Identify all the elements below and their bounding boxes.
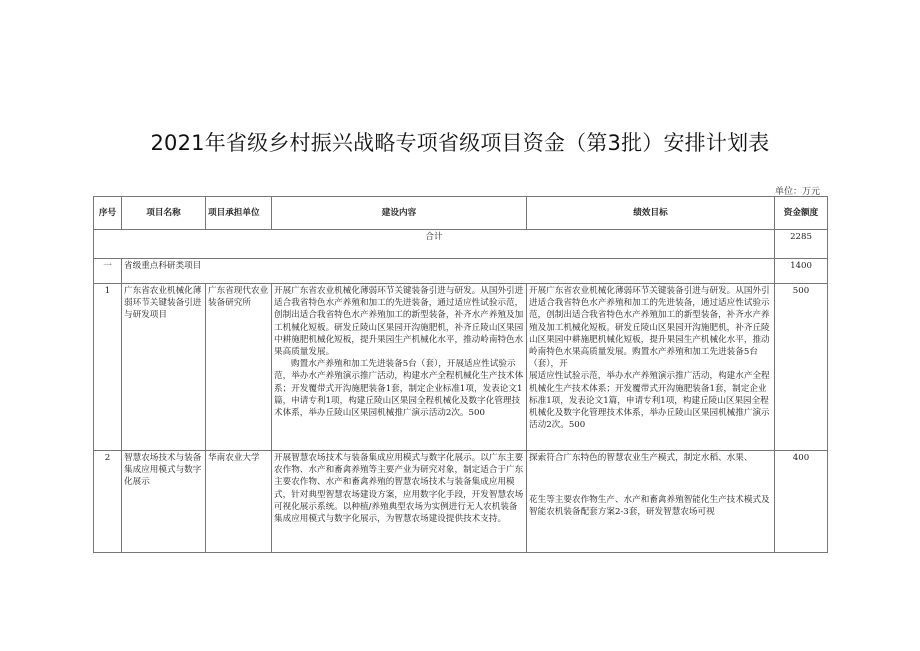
header-content: 建设内容 <box>272 197 527 230</box>
row-goal-p1: 开展广东省农业机械化薄弱环节关键装备引进与研发。从国外引进适合我省特色水产养殖和加工的先进装备，通过适应性试验示范，创制出适合我省特色水产养殖加工的新型装备，补齐水产养殖及加工机械化短板。研发丘陵山区果园开沟施肥机，补齐丘陵山区果园中耕施肥机械化短板，提升果园生产机械化水平，推动岭南特色水果高质量发展。购置水产养殖和加工先进装备5台（套），开 <box>529 286 770 370</box>
row-unit: 华南农业大学 <box>206 451 272 553</box>
table-row <box>94 284 828 451</box>
section-label: 省级重点科研类项目 <box>122 259 775 284</box>
row-content-p1: 开展智慧农场技术与装备集成应用模式与数字化展示。以广东主要农作物、水产和畜禽养殖等主要产业为研究对象，制定适合于广东主要农作物、水产和畜禽养殖的智慧农场技术与装备集成应用模式，针对典型智慧农场建设方案，应用数字化手段，开发智慧农场可视化展示系统。以种植/养殖典型农场为实例进行无人农机装备集成应用模式与数字化展示，为智慧农场建设提供技术支持。 <box>274 453 524 525</box>
row-content <box>272 451 527 553</box>
unit-label: 单位：万元 <box>774 187 820 197</box>
table-header-row <box>94 197 828 230</box>
total-label: 合计 <box>94 230 775 259</box>
row-goal-p2: 展适应性试验示范，举办水产养殖演示推广活动，构建水产全程机械化生产技术体系；开发覆带式开沟施肥装备1套，制定企业标准1项，发表论文1篇，申请专利1项，构建丘陵山区果园全程机械化及数字化管理技术体系，举办丘陵山区果园机械推广演示活动2次。500 <box>529 371 770 431</box>
row-content <box>272 284 527 451</box>
row-unit: 广东省现代农业装备研究所 <box>206 284 272 451</box>
row-goal-p1: 探索符合广东特色的智慧农业生产模式，制定水稻、水果、 <box>529 453 753 463</box>
total-amount: 2285 <box>775 230 828 259</box>
header-no: 序号 <box>94 197 122 230</box>
header-amount: 资金额度 <box>775 197 828 230</box>
row-amount: 500 <box>775 284 828 451</box>
row-no: 2 <box>94 451 122 553</box>
section-amount: 1400 <box>775 259 828 284</box>
table-row <box>94 451 828 553</box>
allocation-table <box>93 196 828 553</box>
page-title: 2021年省级乡村振兴战略专项省级项目资金（第3批）安排计划表 <box>150 131 770 155</box>
row-content-p2: 购置水产养殖和加工先进装备5台（套），开展适应性试验示范，举办水产养殖演示推广活动，构建水产全程机械化生产技术体系；开发覆带式开沟施肥装备1套，制定企业标准1项，发表论文1篇，申请专利1项，构建丘陵山区果园全程机械化及数字化管理技术体系，举办丘陵山区果园机械推广演示活动2次。500 <box>274 359 524 419</box>
total-row <box>94 230 828 259</box>
section-row <box>94 259 828 284</box>
header-project-name: 项目名称 <box>122 197 206 230</box>
section-index: 一 <box>94 259 122 284</box>
row-project-name: 广东省农业机械化薄弱环节关键装备引进与研发项目 <box>122 284 206 451</box>
row-project-name: 智慧农场技术与装备集成应用模式与数字化展示 <box>122 451 206 553</box>
row-goal <box>527 284 775 451</box>
row-goal-spacer <box>529 464 772 494</box>
row-goal <box>527 451 775 553</box>
header-goal: 绩效目标 <box>527 197 775 230</box>
header-unit: 项目承担单位 <box>206 197 272 230</box>
row-content-p1: 开展广东省农业机械化薄弱环节关键装备引进与研发。从国外引进适合我省特色水产养殖和加工的先进装备，通过适应性试验示范，创制出适合我省特色水产养殖加工的新型装备，补齐水产养殖及加工机械化短板。研发丘陵山区果园开沟施肥机，补齐丘陵山区果园中耕施肥机械化短板，提升果园生产机械化水平，推动岭南特色水果高质量发展。 <box>274 286 524 358</box>
row-no: 1 <box>94 284 122 451</box>
row-goal-p2: 花生等主要农作物生产、水产和畜禽养殖智能化生产技术模式及智能农机装备配套方案2-3套，研发智慧农场可视 <box>529 495 770 518</box>
row-amount: 400 <box>775 451 828 553</box>
